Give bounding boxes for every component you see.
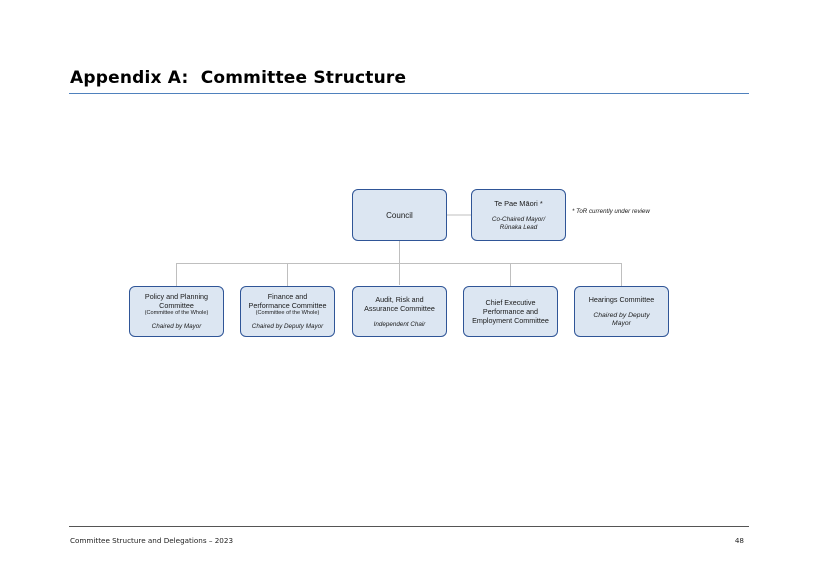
footer-divider — [69, 526, 749, 527]
page-number: 48 — [734, 536, 744, 545]
committee-chair: Chaired by Mayor — [151, 323, 202, 330]
committee-chair: Chaired by Deputy Mayor — [251, 323, 324, 330]
te-pae-maori-box — [471, 189, 566, 241]
committee-name-line1: Chief Executive — [485, 298, 536, 307]
te-pae-maori-chair-line1: Co-Chaired Mayor/ — [491, 215, 546, 223]
committee-name-line2: Performance Committee — [248, 301, 327, 310]
hearings-committee-box — [574, 286, 669, 337]
page-title: Appendix A: Committee Structure — [70, 68, 407, 88]
audit-risk-committee-box — [352, 286, 447, 337]
council-box — [352, 189, 447, 241]
policy-planning-committee-box — [129, 286, 224, 337]
committee-chair-line2: Mayor — [612, 320, 631, 327]
committee-name-line2: Committee — [159, 301, 194, 310]
footer-document-title: Committee Structure and Delegations – 2023 — [70, 536, 234, 545]
finance-performance-committee-box — [240, 286, 335, 337]
committee-name-line1: Hearings Committee — [588, 295, 655, 304]
committee-sub-label: (Committee of the Whole) — [144, 310, 209, 316]
committee-chair-line1: Chaired by Deputy — [593, 312, 650, 319]
committee-sub-label: (Committee of the Whole) — [255, 310, 320, 316]
committee-name-line2: Assurance Committee — [364, 303, 435, 313]
committee-name-line3: Employment Committee — [472, 316, 549, 325]
committee-name-line1: Audit, Risk and — [375, 294, 424, 304]
council-label: Council — [386, 210, 413, 220]
committee-chair: Independent Chair — [373, 320, 426, 328]
te-pae-maori-chair-line2: Rūnaka Lead — [499, 223, 538, 231]
review-note: * ToR currently under review — [572, 208, 650, 215]
committee-name-line2: Performance and — [482, 307, 539, 316]
chief-executive-committee-box — [463, 286, 558, 337]
committee-name-line1: Policy and Planning — [144, 292, 209, 301]
te-pae-maori-label: Te Pae Māori * — [494, 198, 543, 208]
committee-name-line1: Finance and — [267, 292, 308, 301]
